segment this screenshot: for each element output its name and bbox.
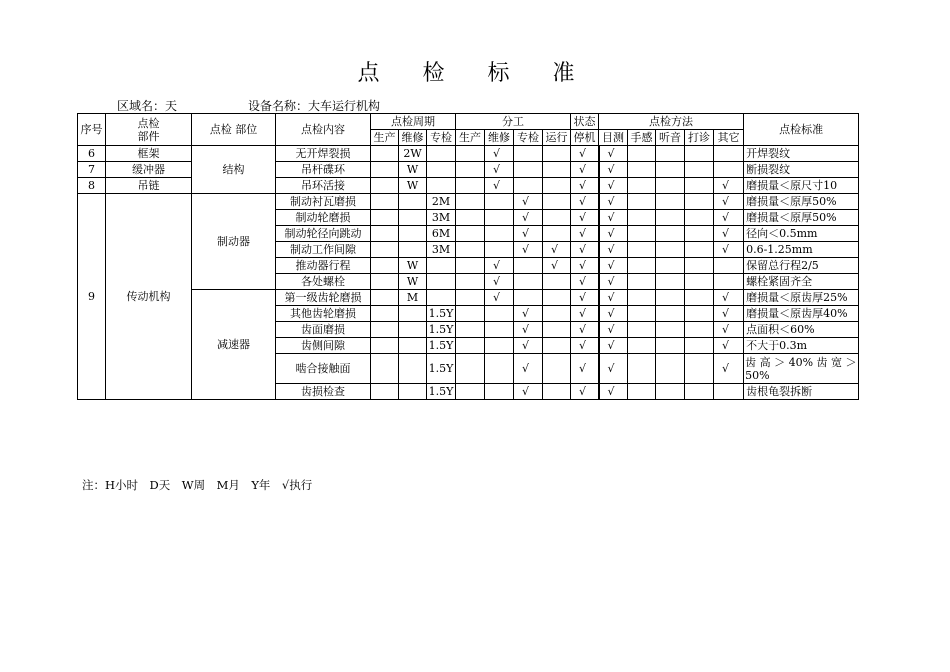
method-other-cell: √ [714, 354, 744, 384]
state-stop-cell: √ [571, 384, 599, 400]
cycle-maint-cell: M [399, 290, 427, 306]
method-touch-cell [628, 306, 656, 322]
cycle-maint-cell: W [399, 162, 427, 178]
method-visual-cell: √ [599, 258, 628, 274]
method-listen-cell [656, 384, 685, 400]
method-visual-cell: √ [599, 178, 628, 194]
cycle-spec-cell [427, 290, 456, 306]
content-cell: 齿侧间隙 [276, 338, 371, 354]
header-state: 状态 [571, 114, 599, 130]
seq-cell: 7 [78, 162, 106, 178]
state-stop-cell: √ [571, 322, 599, 338]
div-run-cell [543, 354, 571, 384]
div-prod-cell [456, 162, 485, 178]
header-content: 点检内容 [276, 114, 371, 146]
method-other-cell [714, 258, 744, 274]
seq-cell: 8 [78, 178, 106, 194]
method-listen-cell [656, 274, 685, 290]
div-spec-cell: √ [514, 306, 543, 322]
method-other-cell: √ [714, 226, 744, 242]
standard-cell: 磨损量＜原厚50% [744, 210, 859, 226]
inspection-standard-table [77, 113, 859, 400]
method-visual-cell: √ [599, 242, 628, 258]
method-touch-cell [628, 322, 656, 338]
div-maint-cell [485, 210, 514, 226]
cycle-maint-cell [399, 306, 427, 322]
method-tap-cell [685, 338, 714, 354]
cycle-spec-cell [427, 274, 456, 290]
div-run-cell [543, 146, 571, 162]
div-spec-cell [514, 274, 543, 290]
method-listen-cell [656, 194, 685, 210]
cycle-prod-cell [371, 258, 399, 274]
method-touch-cell [628, 226, 656, 242]
cycle-spec-cell: 1.5Y [427, 338, 456, 354]
div-prod-cell [456, 194, 485, 210]
state-stop-cell: √ [571, 226, 599, 242]
div-maint-cell: √ [485, 274, 514, 290]
state-stop-cell: √ [571, 354, 599, 384]
standard-cell: 磨损量＜原齿厚40% [744, 306, 859, 322]
subheader-cell: 维修 [485, 130, 514, 146]
header-part: 点检部件 [106, 114, 192, 146]
standard-cell: 磨损量＜原尺寸10 [744, 178, 859, 194]
equipment-label: 设备名称：大车运行机构 [248, 99, 381, 113]
content-cell: 第一级齿轮磨损 [276, 290, 371, 306]
cycle-prod-cell [371, 162, 399, 178]
div-spec-cell [514, 290, 543, 306]
content-cell: 制动轮径向跳动 [276, 226, 371, 242]
standard-cell: 齿根龟裂拆断 [744, 384, 859, 400]
method-tap-cell [685, 322, 714, 338]
table-row [78, 194, 859, 210]
method-other-cell [714, 274, 744, 290]
part-cell: 吊链 [106, 178, 192, 194]
cycle-spec-cell: 1.5Y [427, 322, 456, 338]
position-cell: 减速器 [192, 290, 276, 400]
content-cell: 齿面磨损 [276, 322, 371, 338]
state-stop-cell: √ [571, 194, 599, 210]
method-touch-cell [628, 242, 656, 258]
cycle-prod-cell [371, 290, 399, 306]
state-stop-cell: √ [571, 338, 599, 354]
page-title: 点 检 标 准 [357, 61, 593, 86]
state-stop-cell: √ [571, 290, 599, 306]
cycle-prod-cell [371, 178, 399, 194]
cycle-prod-cell [371, 384, 399, 400]
cycle-spec-cell: 2M [427, 194, 456, 210]
div-prod-cell [456, 210, 485, 226]
method-visual-cell: √ [599, 384, 628, 400]
div-maint-cell: √ [485, 258, 514, 274]
header-division: 分工 [456, 114, 571, 130]
div-maint-cell [485, 226, 514, 242]
cycle-spec-cell [427, 178, 456, 194]
method-tap-cell [685, 258, 714, 274]
standard-cell: 断损裂纹 [744, 162, 859, 178]
method-tap-cell [685, 290, 714, 306]
content-cell: 制动轮磨损 [276, 210, 371, 226]
div-run-cell [543, 226, 571, 242]
method-touch-cell [628, 338, 656, 354]
method-visual-cell: √ [599, 162, 628, 178]
div-spec-cell: √ [514, 322, 543, 338]
cycle-maint-cell: 2W [399, 146, 427, 162]
content-cell: 各处螺栓 [276, 274, 371, 290]
method-other-cell: √ [714, 338, 744, 354]
cycle-spec-cell: 1.5Y [427, 354, 456, 384]
state-stop-cell: √ [571, 242, 599, 258]
content-cell: 推动器行程 [276, 258, 371, 274]
cycle-prod-cell [371, 354, 399, 384]
method-listen-cell [656, 338, 685, 354]
method-tap-cell [685, 194, 714, 210]
content-cell: 吊杆碟环 [276, 162, 371, 178]
cycle-prod-cell [371, 338, 399, 354]
div-prod-cell [456, 258, 485, 274]
state-stop-cell: √ [571, 258, 599, 274]
div-prod-cell [456, 384, 485, 400]
cycle-spec-cell: 1.5Y [427, 306, 456, 322]
cycle-prod-cell [371, 306, 399, 322]
table-row [78, 146, 859, 162]
content-cell: 制动工作间隙 [276, 242, 371, 258]
div-maint-cell [485, 306, 514, 322]
method-other-cell: √ [714, 194, 744, 210]
div-maint-cell: √ [485, 162, 514, 178]
method-touch-cell [628, 274, 656, 290]
div-run-cell [543, 290, 571, 306]
div-run-cell [543, 194, 571, 210]
method-tap-cell [685, 354, 714, 384]
state-stop-cell: √ [571, 306, 599, 322]
method-listen-cell [656, 258, 685, 274]
div-maint-cell [485, 338, 514, 354]
method-touch-cell [628, 384, 656, 400]
content-cell: 制动衬瓦磨损 [276, 194, 371, 210]
subheader-cell: 专检 [427, 130, 456, 146]
method-touch-cell [628, 354, 656, 384]
content-cell: 其他齿轮磨损 [276, 306, 371, 322]
method-visual-cell: √ [599, 306, 628, 322]
method-touch-cell [628, 146, 656, 162]
cycle-maint-cell: W [399, 258, 427, 274]
standard-cell: 磨损量＜原厚50% [744, 194, 859, 210]
table-row [78, 290, 859, 306]
standard-cell: 不大于0.3m [744, 338, 859, 354]
div-spec-cell [514, 162, 543, 178]
cycle-prod-cell [371, 194, 399, 210]
div-maint-cell [485, 242, 514, 258]
subheader-cell: 打诊 [685, 130, 714, 146]
cycle-maint-cell [399, 384, 427, 400]
state-stop-cell: √ [571, 178, 599, 194]
standard-cell: 磨损量＜原齿厚25% [744, 290, 859, 306]
div-spec-cell: √ [514, 226, 543, 242]
cycle-maint-cell: W [399, 178, 427, 194]
standard-cell: 保留总行程2/5 [744, 258, 859, 274]
method-listen-cell [656, 306, 685, 322]
div-spec-cell: √ [514, 354, 543, 384]
standard-cell: 点面积＜60% [744, 322, 859, 338]
div-maint-cell [485, 194, 514, 210]
method-listen-cell [656, 210, 685, 226]
header-seq: 序号 [78, 114, 106, 146]
method-listen-cell [656, 322, 685, 338]
div-spec-cell: √ [514, 338, 543, 354]
header-position: 点检 部位 [192, 114, 276, 146]
standard-cell: 齿 高 ＞ 40% 齿 宽 ＞ 50% [744, 354, 859, 384]
method-other-cell: √ [714, 322, 744, 338]
state-stop-cell: √ [571, 210, 599, 226]
method-other-cell [714, 384, 744, 400]
method-other-cell: √ [714, 242, 744, 258]
method-visual-cell: √ [599, 354, 628, 384]
standard-cell: 螺栓紧固齐全 [744, 274, 859, 290]
method-listen-cell [656, 162, 685, 178]
cycle-spec-cell [427, 146, 456, 162]
div-prod-cell [456, 306, 485, 322]
method-visual-cell: √ [599, 210, 628, 226]
cycle-spec-cell: 1.5Y [427, 384, 456, 400]
standard-cell: 开焊裂纹 [744, 146, 859, 162]
header-method: 点检方法 [599, 114, 744, 130]
cycle-maint-cell [399, 210, 427, 226]
method-listen-cell [656, 242, 685, 258]
subheader-cell: 生产 [456, 130, 485, 146]
cycle-maint-cell [399, 338, 427, 354]
cycle-spec-cell [427, 258, 456, 274]
cycle-maint-cell [399, 322, 427, 338]
seq-cell: 6 [78, 146, 106, 162]
div-run-cell [543, 210, 571, 226]
div-spec-cell [514, 258, 543, 274]
cycle-spec-cell [427, 162, 456, 178]
div-spec-cell: √ [514, 242, 543, 258]
div-spec-cell: √ [514, 384, 543, 400]
method-visual-cell: √ [599, 274, 628, 290]
cycle-prod-cell [371, 242, 399, 258]
state-stop-cell: √ [571, 274, 599, 290]
method-visual-cell: √ [599, 322, 628, 338]
content-cell: 齿损检查 [276, 384, 371, 400]
div-maint-cell [485, 354, 514, 384]
div-run-cell [543, 274, 571, 290]
cycle-spec-cell: 6M [427, 226, 456, 242]
method-visual-cell: √ [599, 194, 628, 210]
method-listen-cell [656, 290, 685, 306]
subheader-cell: 听音 [656, 130, 685, 146]
div-prod-cell [456, 274, 485, 290]
area-label: 区域名：天 [117, 99, 178, 113]
cycle-prod-cell [371, 274, 399, 290]
subheader-cell: 维修 [399, 130, 427, 146]
div-prod-cell [456, 146, 485, 162]
div-run-cell [543, 338, 571, 354]
method-tap-cell [685, 242, 714, 258]
div-run-cell [543, 178, 571, 194]
position-cell: 结构 [192, 146, 276, 194]
method-visual-cell: √ [599, 146, 628, 162]
method-other-cell: √ [714, 210, 744, 226]
cycle-prod-cell [371, 322, 399, 338]
subheader-cell: 目测 [599, 130, 628, 146]
div-maint-cell [485, 384, 514, 400]
div-run-cell: √ [543, 258, 571, 274]
div-run-cell [543, 306, 571, 322]
method-listen-cell [656, 178, 685, 194]
state-stop-cell: √ [571, 162, 599, 178]
method-tap-cell [685, 178, 714, 194]
method-tap-cell [685, 146, 714, 162]
method-other-cell: √ [714, 178, 744, 194]
cycle-prod-cell [371, 210, 399, 226]
cycle-prod-cell [371, 146, 399, 162]
div-spec-cell [514, 178, 543, 194]
method-listen-cell [656, 354, 685, 384]
cycle-spec-cell: 3M [427, 210, 456, 226]
div-run-cell [543, 322, 571, 338]
footnote: 注：H小时 D天 W周 M月 Y年 √执行 [82, 478, 313, 492]
div-maint-cell: √ [485, 290, 514, 306]
part-cell: 框架 [106, 146, 192, 162]
header-cycle: 点检周期 [371, 114, 456, 130]
content-cell: 吊环活接 [276, 178, 371, 194]
div-run-cell: √ [543, 242, 571, 258]
state-stop-cell: √ [571, 146, 599, 162]
div-maint-cell: √ [485, 146, 514, 162]
method-touch-cell [628, 178, 656, 194]
content-cell: 啮合接触面 [276, 354, 371, 384]
method-tap-cell [685, 162, 714, 178]
method-tap-cell [685, 384, 714, 400]
div-prod-cell [456, 242, 485, 258]
subheader-cell: 停机 [571, 130, 599, 146]
cycle-spec-cell: 3M [427, 242, 456, 258]
method-other-cell [714, 146, 744, 162]
div-prod-cell [456, 178, 485, 194]
method-touch-cell [628, 162, 656, 178]
cycle-maint-cell [399, 194, 427, 210]
subheader-cell: 运行 [543, 130, 571, 146]
seq-cell: 9 [78, 194, 106, 400]
method-visual-cell: √ [599, 338, 628, 354]
cycle-maint-cell [399, 242, 427, 258]
part-cell: 传动机构 [106, 194, 192, 400]
method-other-cell: √ [714, 306, 744, 322]
div-maint-cell: √ [485, 178, 514, 194]
div-spec-cell: √ [514, 194, 543, 210]
div-run-cell [543, 162, 571, 178]
content-cell: 无开焊裂损 [276, 146, 371, 162]
method-tap-cell [685, 306, 714, 322]
div-prod-cell [456, 322, 485, 338]
method-tap-cell [685, 226, 714, 242]
method-listen-cell [656, 226, 685, 242]
method-other-cell: √ [714, 290, 744, 306]
div-spec-cell: √ [514, 210, 543, 226]
subheader-cell: 专检 [514, 130, 543, 146]
div-maint-cell [485, 322, 514, 338]
div-prod-cell [456, 290, 485, 306]
cycle-prod-cell [371, 226, 399, 242]
div-spec-cell [514, 146, 543, 162]
subheader-cell: 手感 [628, 130, 656, 146]
method-visual-cell: √ [599, 226, 628, 242]
method-touch-cell [628, 290, 656, 306]
method-visual-cell: √ [599, 290, 628, 306]
cycle-maint-cell [399, 354, 427, 384]
cycle-maint-cell [399, 226, 427, 242]
div-prod-cell [456, 354, 485, 384]
method-tap-cell [685, 274, 714, 290]
div-prod-cell [456, 226, 485, 242]
header-standard: 点检标准 [744, 114, 859, 146]
method-tap-cell [685, 210, 714, 226]
standard-cell: 径向＜0.5mm [744, 226, 859, 242]
method-touch-cell [628, 210, 656, 226]
position-cell: 制动器 [192, 194, 276, 290]
cycle-maint-cell: W [399, 274, 427, 290]
method-other-cell [714, 162, 744, 178]
method-touch-cell [628, 258, 656, 274]
part-cell: 缓冲器 [106, 162, 192, 178]
subheader-cell: 生产 [371, 130, 399, 146]
div-prod-cell [456, 338, 485, 354]
method-listen-cell [656, 146, 685, 162]
method-touch-cell [628, 194, 656, 210]
subheader-cell: 其它 [714, 130, 744, 146]
div-run-cell [543, 384, 571, 400]
standard-cell: 0.6-1.25mm [744, 242, 859, 258]
